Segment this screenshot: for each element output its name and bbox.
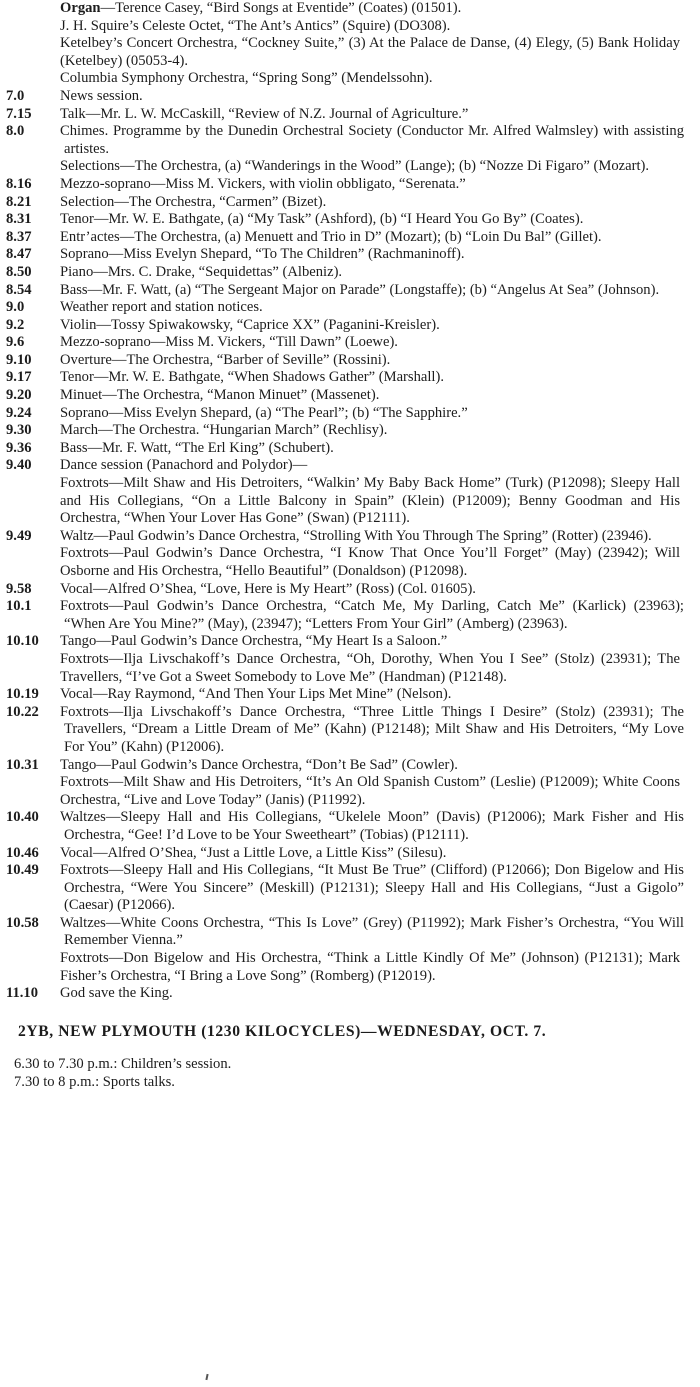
entry-text [60, 282, 696, 300]
programme-entry [0, 0, 700, 18]
entry-description: Waltz—Paul Godwin’s Dance Orchestra, “Strolling With You Through The Spring” (Rotter) (23946). [60, 527, 652, 544]
entry-description: Vocal—Ray Raymond, “And Then Your Lips Met Mine” (Nelson). [60, 686, 452, 703]
programme-entry [0, 440, 700, 458]
entry-description: Foxtrots—Ilja Livschakoff’s Dance Orchestra, “Three Little Things I Desire” (Stolz) (23931); The Travellers, “Dream a Little Dream of Me” (Kahn) (P12148); Milt Shaw and His Detroiters, “My Love For You” (Kahn) (P12006). [60, 703, 684, 755]
entry-description: Bass—Mr. F. Watt, “The Erl King” (Schubert). [60, 439, 334, 456]
entry-text [60, 70, 692, 88]
entry-time: 10.10 [6, 633, 39, 650]
entry-description: Mezzo-soprano—Miss M. Vickers, with violin obbligato, “Serenata.” [60, 175, 466, 192]
programme-entry [0, 70, 700, 88]
entry-text [60, 845, 696, 863]
entry-text [60, 440, 696, 458]
entry-description: Foxtrots—Milt Shaw and His Detroiters, “Walkin’ My Baby Back Home” (Turk) (P12098); Sleepy Hall and His Collegians, “On a Little Balcony in Spain” (Klein) (P12009); Benny Goodman and His Orchestra, “When Your Lover Has Gone” (Swan) (P12111). [60, 475, 680, 527]
programme-entry [0, 545, 700, 580]
entry-time: 8.37 [6, 228, 32, 245]
entry-description: Foxtrots—Don Bigelow and His Orchestra, “Think a Little Kindly Of Me” (Johnson) (P12131); Mark Fisher’s Orchestra, “I Bring a Love Song” (Romberg) (P12019). [60, 950, 680, 984]
entry-time: 9.0 [6, 299, 25, 316]
entry-text [60, 176, 696, 194]
entry-description: Minuet—The Orchestra, “Manon Minuet” (Massenet). [60, 387, 380, 404]
entry-description: Foxtrots—Sleepy Hall and His Collegians, “It Must Be True” (Clifford) (P12066); Don Bigelow and His Orchestra, “Were You Sincere” (Meskill) (P12131); Sleepy Hall and His Collegians, “Just a Gigolo” (Caesar) (P12066). [60, 862, 684, 914]
entry-text [60, 123, 696, 158]
programme-entry [0, 282, 700, 300]
programme-entry [0, 862, 700, 915]
entry-text [60, 246, 696, 264]
entry-description: News session. [60, 87, 143, 104]
entry-time: 7.15 [6, 105, 32, 122]
entry-text [60, 528, 696, 546]
entry-description: Bass—Mr. F. Watt, (a) “The Sergeant Major on Parade” (Longstaffe); (b) “Angelus At Sea” (Johnson). [60, 281, 660, 298]
programme-entry [0, 176, 700, 194]
entry-time: 8.16 [6, 175, 32, 192]
entry-description: Ketelbey’s Concert Orchestra, “Cockney Suite,” (3) At the Palace de Danse, (4) Elegy, (5) Bank Holiday (Ketelbey) (05053-4). [60, 35, 680, 69]
programme-entry [0, 246, 700, 264]
entry-description: Tango—Paul Godwin’s Dance Orchestra, “Don’t Be Sad” (Cowler). [60, 756, 458, 773]
entry-description: Vocal—Alfred O’Shea, “Love, Here is My Heart” (Ross) (Col. 01605). [60, 580, 476, 597]
station-heading: 2YB, NEW PLYMOUTH (1230 KILOCYCLES)—WEDNESDAY, OCT. 7. [18, 1022, 547, 1040]
entry-time: 9.40 [6, 457, 32, 474]
entry-time: 7.0 [6, 87, 25, 104]
entry-description: Tango—Paul Godwin’s Dance Orchestra, “My Heart Is a Saloon.” [60, 633, 448, 650]
programme-entry [0, 686, 700, 704]
entry-text [60, 651, 692, 686]
programme-entry [0, 194, 700, 212]
programme-entry [0, 985, 700, 1003]
entry-description: Dance session (Panachord and Polydor)— [60, 457, 308, 474]
programme-entry [0, 264, 700, 282]
programme-entry [0, 774, 700, 809]
entry-text [60, 862, 696, 915]
entry-text [60, 88, 696, 106]
entry-text [60, 18, 692, 36]
entry-text [60, 352, 696, 370]
programme-entry [0, 299, 700, 317]
entry-description: Foxtrots—Paul Godwin’s Dance Orchestra, “Catch Me, My Darling, Catch Me” (Karlick) (23963); “When Are You Mine?” (May), (23947); “Letters From Your Girl” (Amberg) (23963). [60, 598, 684, 632]
programme-entry [0, 950, 700, 985]
session-line: 7.30 to 8 p.m.: Sports talks. [14, 1073, 175, 1090]
entry-description: Violin—Tossy Spiwakowsky, “Caprice XX” (Paganini-Kreisler). [60, 316, 440, 333]
programme-entry [0, 651, 700, 686]
entry-description: Weather report and station notices. [60, 299, 263, 316]
entry-description: Chimes. Programme by the Dunedin Orchestral Society (Conductor Mr. Alfred Walmsley) with assisting artistes. [60, 123, 684, 157]
entry-time: 11.10 [6, 985, 39, 1002]
entry-time: 10.31 [6, 756, 39, 773]
entry-text [60, 598, 696, 633]
entry-description: Foxtrots—Milt Shaw and His Detroiters, “It’s An Old Spanish Custom” (Leslie) (P12009); White Coons Orchestra, “Live and Love Today” (Janis) (P11992). [60, 774, 680, 808]
programme-entry [0, 123, 700, 158]
ink-mark [205, 1374, 208, 1380]
session-line: 6.30 to 7.30 p.m.: Children’s session. [14, 1055, 232, 1072]
programme-entry [0, 334, 700, 352]
programme-entry [0, 422, 700, 440]
entry-text [60, 211, 696, 229]
entry-description: J. H. Squire’s Celeste Octet, “The Ant’s Antics” (Squire) (DO308). [60, 17, 451, 34]
entry-time: 8.50 [6, 263, 32, 280]
entry-time: 9.49 [6, 527, 32, 544]
entry-time: 10.22 [6, 703, 39, 720]
entry-time: 9.30 [6, 422, 32, 439]
entry-text [60, 950, 692, 985]
entry-text [60, 334, 696, 352]
programme-entry [0, 18, 700, 36]
entry-time: 10.46 [6, 844, 39, 861]
entry-time: 8.47 [6, 246, 32, 263]
entry-description: Tenor—Mr. W. E. Bathgate, “When Shadows Gather” (Marshall). [60, 369, 444, 386]
programme-entry [0, 915, 700, 950]
entry-text [60, 457, 696, 475]
programme-entry [0, 757, 700, 775]
session-list [0, 1055, 700, 1091]
programme-entry [0, 158, 700, 176]
entry-text [60, 985, 696, 1003]
entry-time: 9.20 [6, 387, 32, 404]
entry-lead: Organ [60, 0, 101, 16]
entry-text [60, 387, 696, 405]
entry-text [60, 35, 692, 70]
entry-text [60, 106, 696, 124]
entry-text [60, 545, 692, 580]
programme-entry [0, 457, 700, 475]
programme-entry [0, 88, 700, 106]
entry-text [60, 915, 696, 950]
entry-text [60, 581, 696, 599]
entry-text [60, 422, 696, 440]
entry-description: Piano—Mrs. C. Drake, “Sequidettas” (Albeniz). [60, 263, 343, 280]
entry-description: —Terence Casey, “Bird Songs at Eventide” (Coates) (01501). [100, 0, 462, 16]
entry-description: Soprano—Miss Evelyn Shepard, (a) “The Pearl”; (b) “The Sapphire.” [60, 404, 468, 421]
entry-description: Overture—The Orchestra, “Barber of Seville” (Rossini). [60, 351, 391, 368]
entry-time: 10.49 [6, 862, 39, 879]
programme-entry [0, 581, 700, 599]
entry-text [60, 633, 696, 651]
entry-time: 9.24 [6, 404, 32, 421]
entry-text [60, 0, 692, 18]
entry-time: 10.58 [6, 914, 39, 931]
entry-text [60, 317, 696, 335]
entry-time: 8.31 [6, 211, 32, 228]
entry-description: Selections—The Orchestra, (a) “Wanderings in the Wood” (Lange); (b) “Nozze Di Figaro” (Mozart). [60, 158, 650, 175]
entry-time: 10.1 [6, 598, 32, 615]
entry-description: Foxtrots—Ilja Livschakoff’s Dance Orchestra, “Oh, Dorothy, When You I See” (Stolz) (23931); The Travellers, “I’ve Got a Sweet Somebody to Love Me” (Handman) (P12148). [60, 650, 680, 685]
entry-text [60, 229, 696, 247]
entry-time: 9.17 [6, 369, 32, 386]
entry-description: God save the King. [60, 985, 173, 1002]
entry-time: 8.21 [6, 193, 32, 210]
entry-text [60, 369, 696, 387]
entry-description: Waltzes—White Coons Orchestra, “This Is Love” (Grey) (P11992); Mark Fisher’s Orchestra, “You Will Remember Vienna.” [60, 914, 684, 949]
entry-time: 9.2 [6, 316, 25, 333]
programme-entry [0, 387, 700, 405]
entry-time: 9.36 [6, 439, 32, 456]
entry-time: 10.40 [6, 809, 39, 826]
programme-entry [0, 317, 700, 335]
entry-text [60, 405, 696, 423]
entry-description: Selection—The Orchestra, “Carmen” (Bizet). [60, 193, 327, 210]
entry-description: Entr’actes—The Orchestra, (a) Menuett and Trio in D” (Mozart); (b) “Loin Du Bal” (Gillet). [60, 228, 602, 245]
entry-text [60, 194, 696, 212]
entry-time: 9.6 [6, 334, 25, 351]
programme-entry [0, 809, 700, 844]
programme-entry [0, 845, 700, 863]
entry-description: Mezzo-soprano—Miss M. Vickers, “Till Dawn” (Loewe). [60, 334, 398, 351]
entry-time: 9.10 [6, 351, 32, 368]
programme-entry [0, 704, 700, 757]
programme-entry [0, 229, 700, 247]
programme-entry [0, 352, 700, 370]
entry-text [60, 757, 696, 775]
entry-description: Soprano—Miss Evelyn Shepard, “To The Children” (Rachmaninoff). [60, 246, 465, 263]
entry-text [60, 158, 692, 176]
programme-entry [0, 528, 700, 546]
programme-entry [0, 211, 700, 229]
entry-text [60, 475, 692, 528]
programme-entry [0, 369, 700, 387]
entry-description: Tenor—Mr. W. E. Bathgate, (a) “My Task” (Ashford), (b) “I Heard You Go By” (Coates). [60, 211, 584, 228]
entry-description: Waltzes—Sleepy Hall and His Collegians, “Ukelele Moon” (Davis) (P12006); Mark Fisher and His Orchestra, “Gee! I’d Love to be Your Sweetheart” (Tobias) (P12111). [60, 809, 684, 843]
entry-text [60, 809, 696, 844]
entry-time: 8.54 [6, 281, 32, 298]
entry-description: Vocal—Alfred O’Shea, “Just a Little Love, a Little Kiss” (Silesu). [60, 844, 447, 861]
programme-entry [0, 106, 700, 124]
entry-time: 8.0 [6, 123, 25, 140]
entry-time: 10.19 [6, 686, 39, 703]
entry-description: Foxtrots—Paul Godwin’s Dance Orchestra, “I Know That Once You’ll Forget” (May) (23942); Will Osborne and His Orchestra, “Hello Beautiful” (Donaldson) (P12098). [60, 545, 680, 579]
entry-text [60, 686, 696, 704]
entry-description: March—The Orchestra. “Hungarian March” (Rechlisy). [60, 422, 388, 439]
programme-entry [0, 405, 700, 423]
programme-entry [0, 35, 700, 70]
programme-entry [0, 598, 700, 633]
entry-description: Columbia Symphony Orchestra, “Spring Song” (Mendelssohn). [60, 70, 433, 87]
programme-entry [0, 633, 700, 651]
programme-entry [0, 475, 700, 528]
entry-text [60, 299, 696, 317]
entry-text [60, 264, 696, 282]
entry-time: 9.58 [6, 580, 32, 597]
entry-description: Talk—Mr. L. W. McCaskill, “Review of N.Z. Journal of Agriculture.” [60, 105, 469, 122]
entry-text [60, 774, 692, 809]
entry-text [60, 704, 696, 757]
